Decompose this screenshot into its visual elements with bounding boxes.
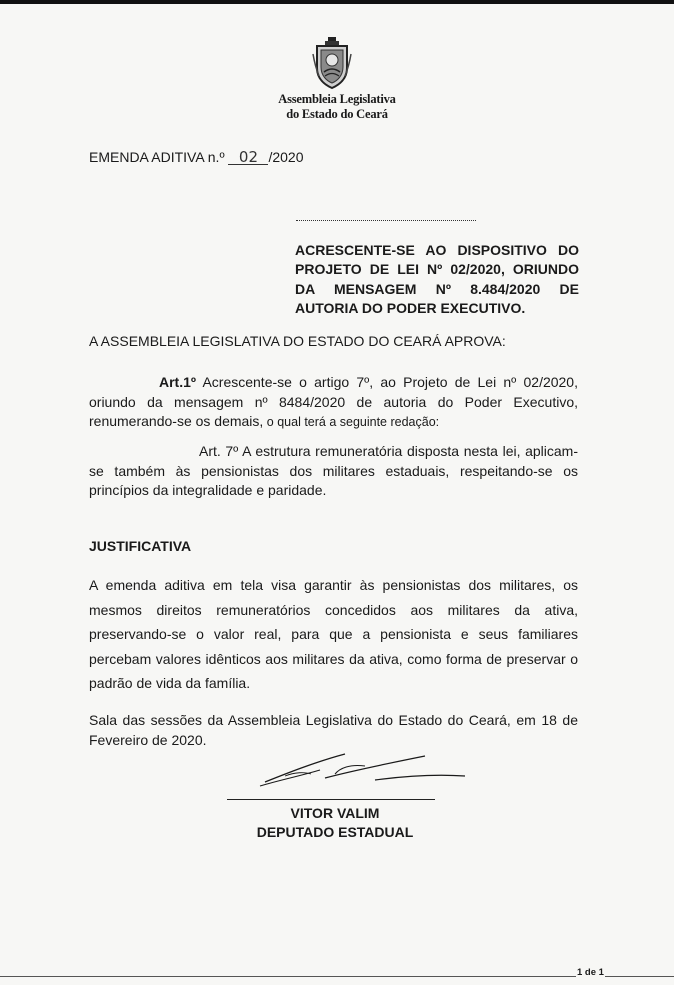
article-7-text: Art. 7º A estrutura remuneratória disposta nesta lei, aplicam-se também às pensionistas dos militares estaduais, respeitando-se os princípios da integralidade e paridade.: [89, 443, 578, 498]
amendment-number: 02: [228, 151, 268, 165]
article-1-text: Acrescente-se o artigo 7º, ao Projeto de Lei nº 02/2020, oriundo da mensagem nº 8484/2020 de autoria do Poder Executivo, renumerando-se os demais,: [89, 374, 578, 429]
institution-line-1: Assembleia Legislativa: [278, 92, 396, 106]
justification-title: JUSTIFICATIVA: [89, 538, 192, 554]
handwritten-signature: [225, 746, 475, 802]
signer-role: DEPUTADO ESTADUAL: [256, 824, 414, 840]
ementa-text: ACRESCENTE-SE AO DISPOSITIVO DO PROJETO DE LEI Nº 02/2020, ORIUNDO DA MENSAGEM Nº 8.484/2020 DE AUTORIA DO PODER EXECUTIVO.: [295, 242, 579, 316]
page-number: 1 de 1: [577, 967, 604, 978]
signer-block: [200, 804, 470, 842]
amendment-heading: [89, 149, 304, 165]
footer-rule: [0, 976, 674, 977]
approval-clause: A ASSEMBLEIA LEGISLATIVA DO ESTADO DO CEARÁ APROVA:: [89, 333, 506, 349]
top-border: [0, 0, 674, 4]
signer-name: VITOR VALIM: [290, 805, 380, 821]
session-date-text: Sala das sessões da Assembleia Legislativa do Estado do Ceará, em 18 de Fevereiro de 2020.: [89, 712, 578, 748]
amendment-year: /2020: [268, 149, 304, 165]
article-1-label: Art.1º: [159, 374, 197, 390]
article-7: [89, 442, 578, 501]
article-1-tail: o qual terá a seguinte redação:: [263, 415, 440, 429]
justification-text: A emenda aditiva em tela visa garantir às pensionistas dos militares, os mesmos direitos remuneratórios concedidos aos militares da ativa, preservando-se o valor real, para que a pensionista e seus familiares percebam valores idênticos aos militares da ativa, como forma de preservar o padrão de vida da família.: [89, 577, 578, 692]
amendment-prefix: EMENDA ADITIVA n.º: [89, 149, 229, 165]
coat-of-arms-icon: [311, 36, 353, 90]
institution-line-2: do Estado do Ceará: [286, 107, 388, 121]
dotted-rule: [296, 220, 476, 221]
institution-name: [200, 92, 474, 122]
article-1: [89, 373, 578, 433]
signature-line: [227, 799, 435, 800]
